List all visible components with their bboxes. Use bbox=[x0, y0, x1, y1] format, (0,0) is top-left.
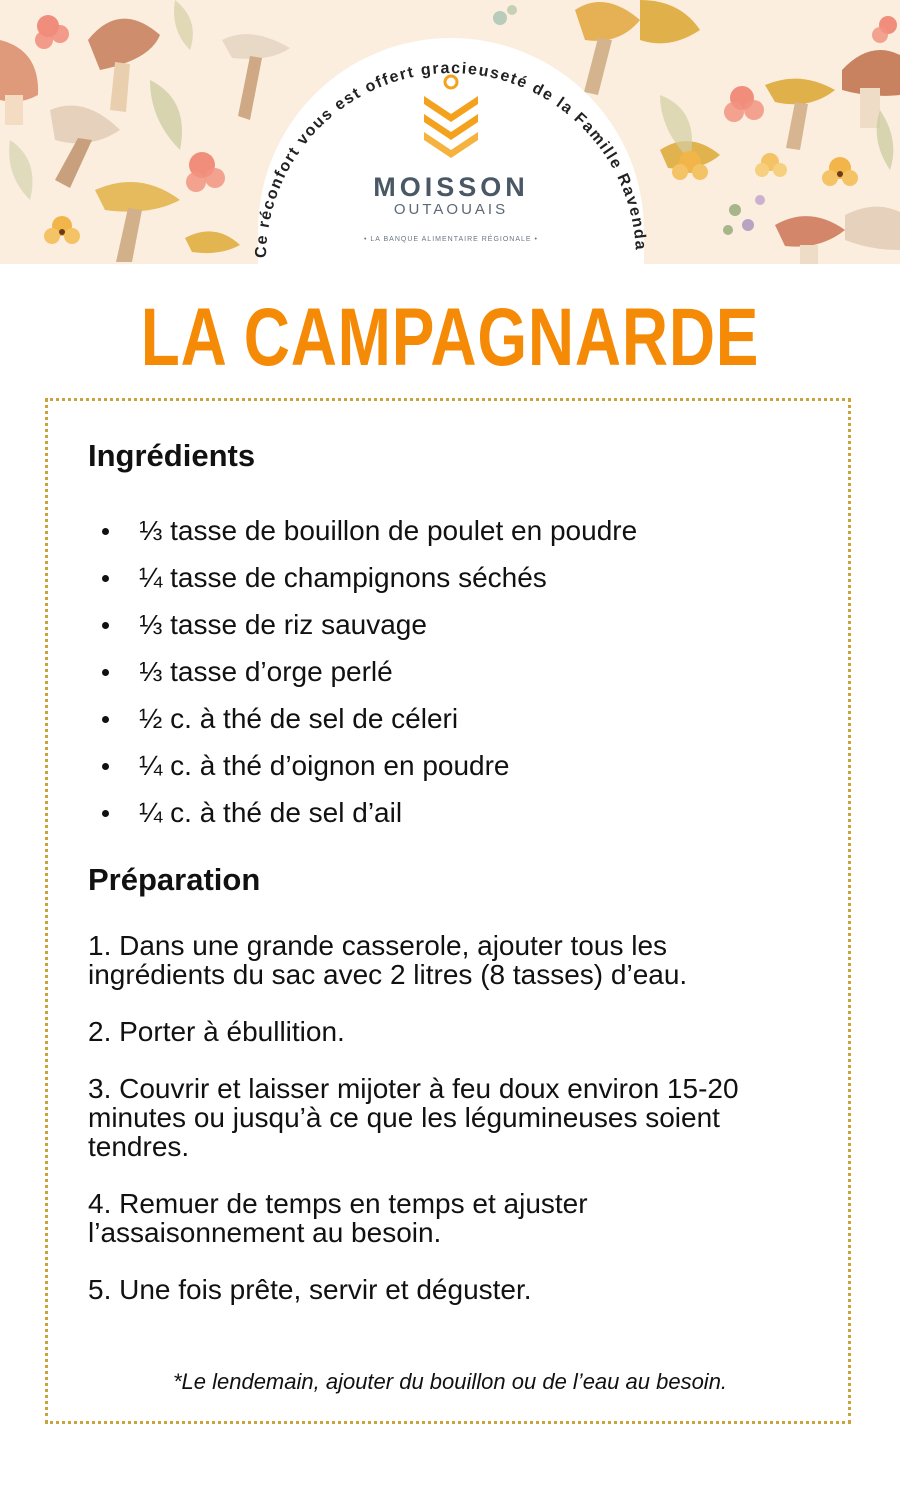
brand-subname: OUTAOUAIS bbox=[393, 201, 509, 218]
preparation-step: 3. Couvrir et laisser mijoter à feu doux environ 15-20 minutes ou jusqu’à ce que les légumineuses soient tendres. bbox=[88, 1073, 739, 1162]
mushroom-icon bbox=[845, 207, 900, 250]
ingredient-item: ½ c. à thé de sel de céleri bbox=[88, 695, 828, 742]
mushroom-icon bbox=[775, 216, 845, 264]
arc-dedication-text: Ce réconfort vous est offert gracieuseté de la Famille Ravenda bbox=[252, 59, 649, 259]
berry-icon bbox=[723, 195, 765, 235]
brand-tagline: • LA BANQUE ALIMENTAIRE RÉGIONALE • bbox=[364, 236, 538, 243]
preparation-step: 1. Dans une grande casserole, ajouter tous les ingrédients du sac avec 2 litres (8 tasses) d’eau. bbox=[88, 930, 688, 990]
brand-block bbox=[258, 172, 644, 218]
leaf-icon bbox=[150, 80, 182, 150]
preparation-steps bbox=[88, 931, 828, 1332]
ingredients-list bbox=[88, 507, 828, 836]
flower-icon bbox=[755, 153, 787, 177]
mushroom-icon bbox=[88, 19, 160, 112]
brand-name: MOISSON bbox=[373, 172, 529, 202]
berry-icon bbox=[493, 5, 517, 25]
flower-icon bbox=[35, 15, 69, 49]
preparation-heading: Préparation bbox=[88, 862, 261, 897]
flower-icon bbox=[724, 86, 764, 122]
leaf-icon bbox=[9, 140, 32, 200]
ingredient-item: ⅓ tasse de riz sauvage bbox=[88, 601, 828, 648]
ingredient-item: ¼ c. à thé de sel d’ail bbox=[88, 789, 828, 836]
mushroom-icon bbox=[0, 40, 38, 125]
flower-icon bbox=[186, 152, 225, 192]
mushroom-icon bbox=[765, 79, 835, 150]
header-banner bbox=[0, 0, 900, 264]
ingredient-item: ⅓ tasse de bouillon de poulet en poudre bbox=[88, 507, 828, 554]
leaf-icon bbox=[174, 0, 193, 50]
leaf-icon bbox=[877, 110, 894, 170]
mushroom-icon bbox=[185, 231, 240, 253]
flower-icon bbox=[44, 216, 80, 244]
preparation-step: 5. Une fois prête, servir et déguster. bbox=[88, 1274, 532, 1305]
ingredient-item: ⅓ tasse d’orge perlé bbox=[88, 648, 828, 695]
recipe-title: LA CAMPAGNARDE bbox=[140, 292, 760, 383]
moisson-wheat-logo-icon bbox=[418, 74, 484, 158]
ingredients-heading: Ingrédients bbox=[88, 438, 256, 473]
ingredient-item: ¼ tasse de champignons séchés bbox=[88, 554, 828, 601]
flower-icon bbox=[822, 157, 858, 186]
preparation-step: 4. Remuer de temps en temps et ajuster l’assaisonnement au besoin. bbox=[88, 1188, 588, 1248]
mushroom-icon bbox=[95, 182, 180, 262]
ingredient-item: ¼ c. à thé d’oignon en poudre bbox=[88, 742, 828, 789]
mushroom-icon bbox=[842, 50, 900, 128]
mushroom-icon bbox=[50, 106, 120, 189]
leftover-note: *Le lendemain, ajouter du bouillon ou de l’eau au besoin. bbox=[172, 1369, 728, 1394]
flower-icon bbox=[872, 16, 897, 43]
preparation-step: 2. Porter à ébullition. bbox=[88, 1016, 345, 1047]
